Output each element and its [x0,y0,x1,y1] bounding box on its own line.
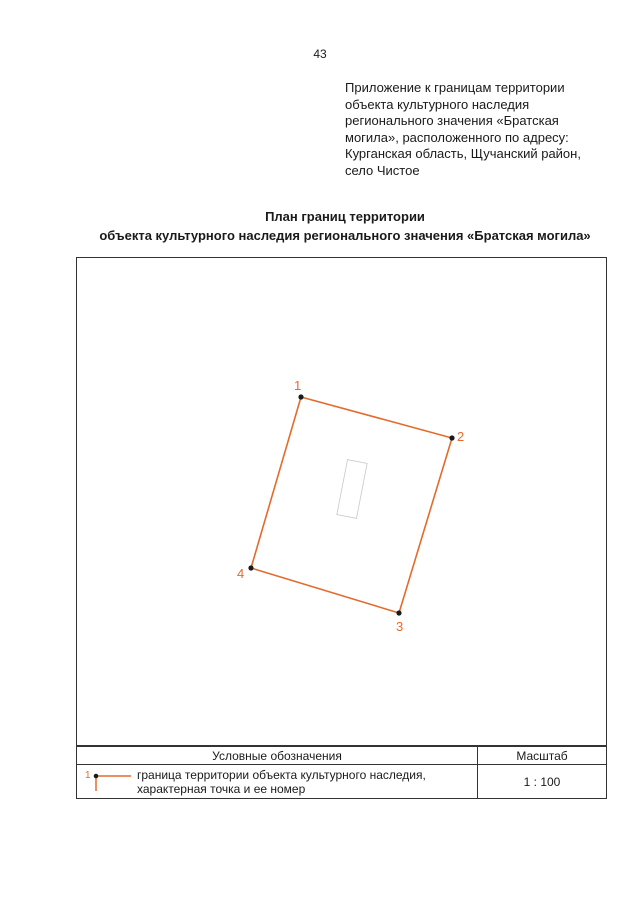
legend-header-symbols: Условные обозначения [77,747,478,765]
appendix-note [345,80,625,179]
appendix-line: объекта культурного наследия [345,96,530,112]
boundary-point-3 [396,610,401,615]
appendix-line: село Чистое [345,162,420,178]
boundary-plan [77,258,608,747]
plan-title-line2: объекта культурного наследия регионального значения «Братская могила» [99,228,591,243]
point-label-4: 4 [237,566,245,581]
legend-symbol-point-label: 1 [85,770,91,781]
boundary-point-2 [449,435,454,440]
appendix-line: могила», расположенного по адресу: [345,129,569,145]
boundary-symbol-icon [77,765,137,795]
appendix-line: регионального значения «Братская [345,113,559,128]
legend-table [76,746,607,799]
plan-title-line1: План границ территории [265,209,425,224]
boundary-point-1 [298,394,303,399]
page-number: 43 [313,47,327,61]
point-label-1: 1 [294,378,302,393]
territory-boundary [251,397,452,613]
appendix-line: Курганская область, Щучанский район, [345,146,581,161]
plan-frame [76,257,607,746]
point-label-2: 2 [457,429,465,444]
legend-description-line1: граница территории объекта культурного наследия, [137,767,426,782]
legend-description [137,765,478,799]
legend-symbol [77,765,138,799]
grave-marker-outline [337,460,367,519]
point-label-3: 3 [396,619,404,634]
appendix-line: Приложение к границам территории [345,80,565,95]
legend-description-line2: характерная точка и ее номер [137,781,306,796]
legend-header-scale: Масштаб [478,747,607,765]
legend-scale-value: 1 : 100 [478,765,607,799]
boundary-point-4 [248,565,253,570]
